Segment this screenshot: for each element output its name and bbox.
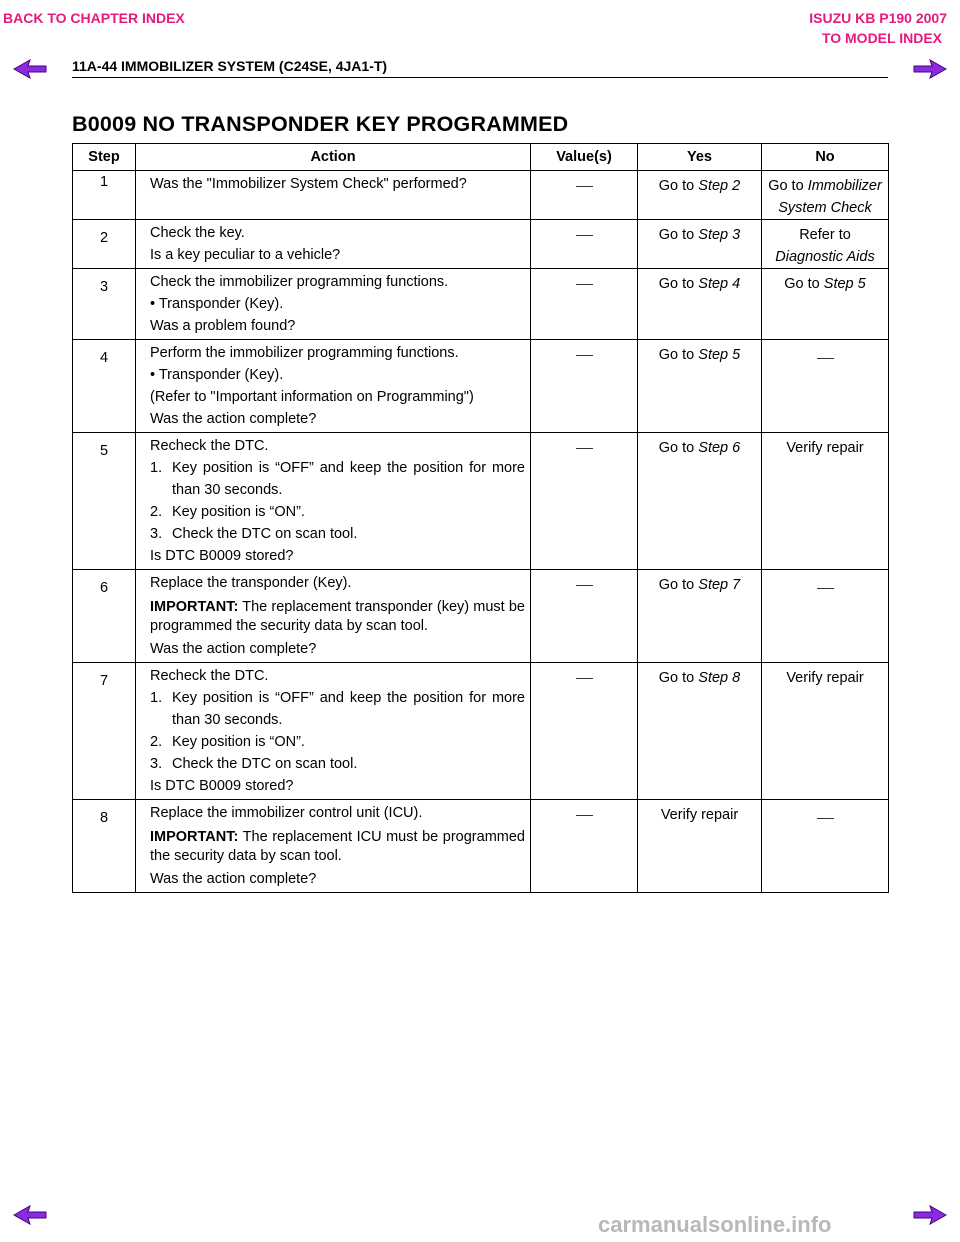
- back-to-chapter-index-link[interactable]: BACK TO CHAPTER INDEX: [3, 10, 185, 26]
- action-text: Check the immobilizer programming functions.: [150, 274, 449, 290]
- step-number: 1: [99, 174, 109, 190]
- yes-prefix: Go to: [658, 276, 699, 292]
- yes-step-link[interactable]: Step 7: [698, 577, 741, 593]
- action-text: Replace the transponder (Key).: [150, 575, 352, 591]
- action-question: Was the action complete?: [150, 871, 317, 887]
- next-page-arrow-icon[interactable]: [912, 1204, 948, 1226]
- no-dash: [817, 588, 834, 589]
- no-prefix: Refer to: [799, 227, 851, 243]
- value-dash: [576, 678, 593, 679]
- value-dash: [576, 815, 593, 816]
- action-text: Recheck the DTC.: [150, 668, 269, 684]
- column-header: Value(s): [531, 144, 638, 171]
- model-title-link[interactable]: ISUZU KB P190 2007: [809, 10, 947, 26]
- table-row: [73, 340, 889, 433]
- action-question: Is DTC B0009 stored?: [150, 548, 294, 564]
- value-dash: [576, 448, 593, 449]
- table-row: [73, 433, 889, 570]
- yes-step-link[interactable]: Step 4: [698, 276, 741, 292]
- action-text: Was a problem found?: [150, 318, 296, 334]
- important-label: IMPORTANT:: [150, 829, 239, 845]
- action-text: Check the key.: [150, 225, 245, 241]
- step-number: 4: [99, 350, 109, 366]
- action-text: Recheck the DTC.: [150, 438, 269, 454]
- yes-step-link[interactable]: Step 8: [698, 670, 741, 686]
- important-note: [150, 828, 525, 866]
- list-item: 3. Check the DTC on scan tool.: [150, 526, 358, 542]
- action-text: Replace the immobilizer control unit (ICU).: [150, 805, 423, 821]
- action-text: (Refer to "Important information on Programming"): [150, 389, 474, 405]
- model-index-link[interactable]: TO MODEL INDEX: [821, 30, 942, 46]
- no-result: Verify repair: [786, 670, 864, 686]
- step-number: 2: [99, 230, 109, 246]
- value-dash: [576, 585, 593, 586]
- value-dash: [576, 284, 593, 285]
- action-bullet: • Transponder (Key).: [150, 296, 284, 312]
- important-note: [150, 598, 525, 636]
- yes-prefix: Go to: [658, 577, 699, 593]
- yes-result: Verify repair: [660, 807, 739, 823]
- column-header: Step: [73, 144, 136, 171]
- yes-prefix: Go to: [658, 178, 699, 194]
- important-text: The replacement ICU must be programmed the security data by scan tool.: [150, 829, 525, 864]
- important-text: The replacement transponder (key) must be programmed the security data by scan tool.: [150, 599, 525, 634]
- value-dash: [576, 235, 593, 236]
- step-number: 7: [99, 673, 109, 689]
- column-header: Yes: [638, 144, 762, 171]
- action-text: Is a key peculiar to a vehicle?: [150, 247, 341, 263]
- no-dash: [817, 358, 834, 359]
- table-row: [73, 220, 889, 269]
- action-text: Was the "Immobilizer System Check" performed?: [150, 176, 467, 192]
- value-dash: [576, 355, 593, 356]
- column-header: Action: [136, 144, 531, 171]
- table-row: [73, 171, 889, 220]
- list-item: 1. Key position is “OFF” and keep the position for more than 30 seconds.: [150, 460, 525, 498]
- important-label: IMPORTANT:: [150, 599, 239, 615]
- action-text: Was the action complete?: [150, 411, 317, 427]
- yes-step-link[interactable]: Step 5: [698, 347, 741, 363]
- yes-prefix: Go to: [658, 440, 699, 456]
- table-row: [73, 663, 889, 800]
- yes-step-link[interactable]: Step 6: [698, 440, 741, 456]
- no-dash: [817, 818, 834, 819]
- no-prefix: Go to: [784, 276, 824, 292]
- table-header-row: [73, 144, 889, 171]
- step-number: 5: [99, 443, 109, 459]
- step-number: 3: [99, 279, 109, 295]
- list-item: 3. Check the DTC on scan tool.: [150, 756, 358, 772]
- no-prefix: Go to: [768, 178, 808, 194]
- next-page-arrow-icon[interactable]: [912, 58, 948, 80]
- yes-prefix: Go to: [658, 347, 699, 363]
- previous-page-arrow-icon[interactable]: [12, 1204, 48, 1226]
- yes-step-link[interactable]: Step 3: [698, 227, 741, 243]
- column-header: No: [762, 144, 889, 171]
- no-step-link[interactable]: Step 5: [823, 276, 866, 292]
- table-row: [73, 269, 889, 340]
- header-rule: [72, 77, 888, 78]
- page-header: 11A-44 IMMOBILIZER SYSTEM (C24SE, 4JA1-T): [72, 58, 388, 74]
- action-text: Perform the immobilizer programming functions.: [150, 345, 459, 361]
- yes-prefix: Go to: [658, 227, 699, 243]
- diagnostic-table: [72, 143, 889, 893]
- list-item: 1. Key position is “OFF” and keep the position for more than 30 seconds.: [150, 690, 525, 728]
- table-row: [73, 570, 889, 663]
- no-reference-link[interactable]: Diagnostic Aids: [775, 249, 875, 265]
- no-reference-link[interactable]: Immobilizer System Check: [778, 178, 882, 216]
- previous-page-arrow-icon[interactable]: [12, 58, 48, 80]
- watermark: carmanualsonline.info: [598, 1212, 832, 1237]
- yes-step-link[interactable]: Step 2: [698, 178, 741, 194]
- list-item: 2. Key position is “ON”.: [150, 504, 305, 520]
- action-bullet: • Transponder (Key).: [150, 367, 284, 383]
- step-number: 6: [99, 580, 109, 596]
- yes-prefix: Go to: [658, 670, 699, 686]
- no-result: Verify repair: [786, 440, 864, 456]
- step-number: 8: [99, 810, 109, 826]
- action-question: Was the action complete?: [150, 641, 317, 657]
- document-title: B0009 NO TRANSPONDER KEY PROGRAMMED: [72, 112, 569, 136]
- table-row: [73, 800, 889, 893]
- value-dash: [576, 186, 593, 187]
- action-question: Is DTC B0009 stored?: [150, 778, 294, 794]
- list-item: 2. Key position is “ON”.: [150, 734, 305, 750]
